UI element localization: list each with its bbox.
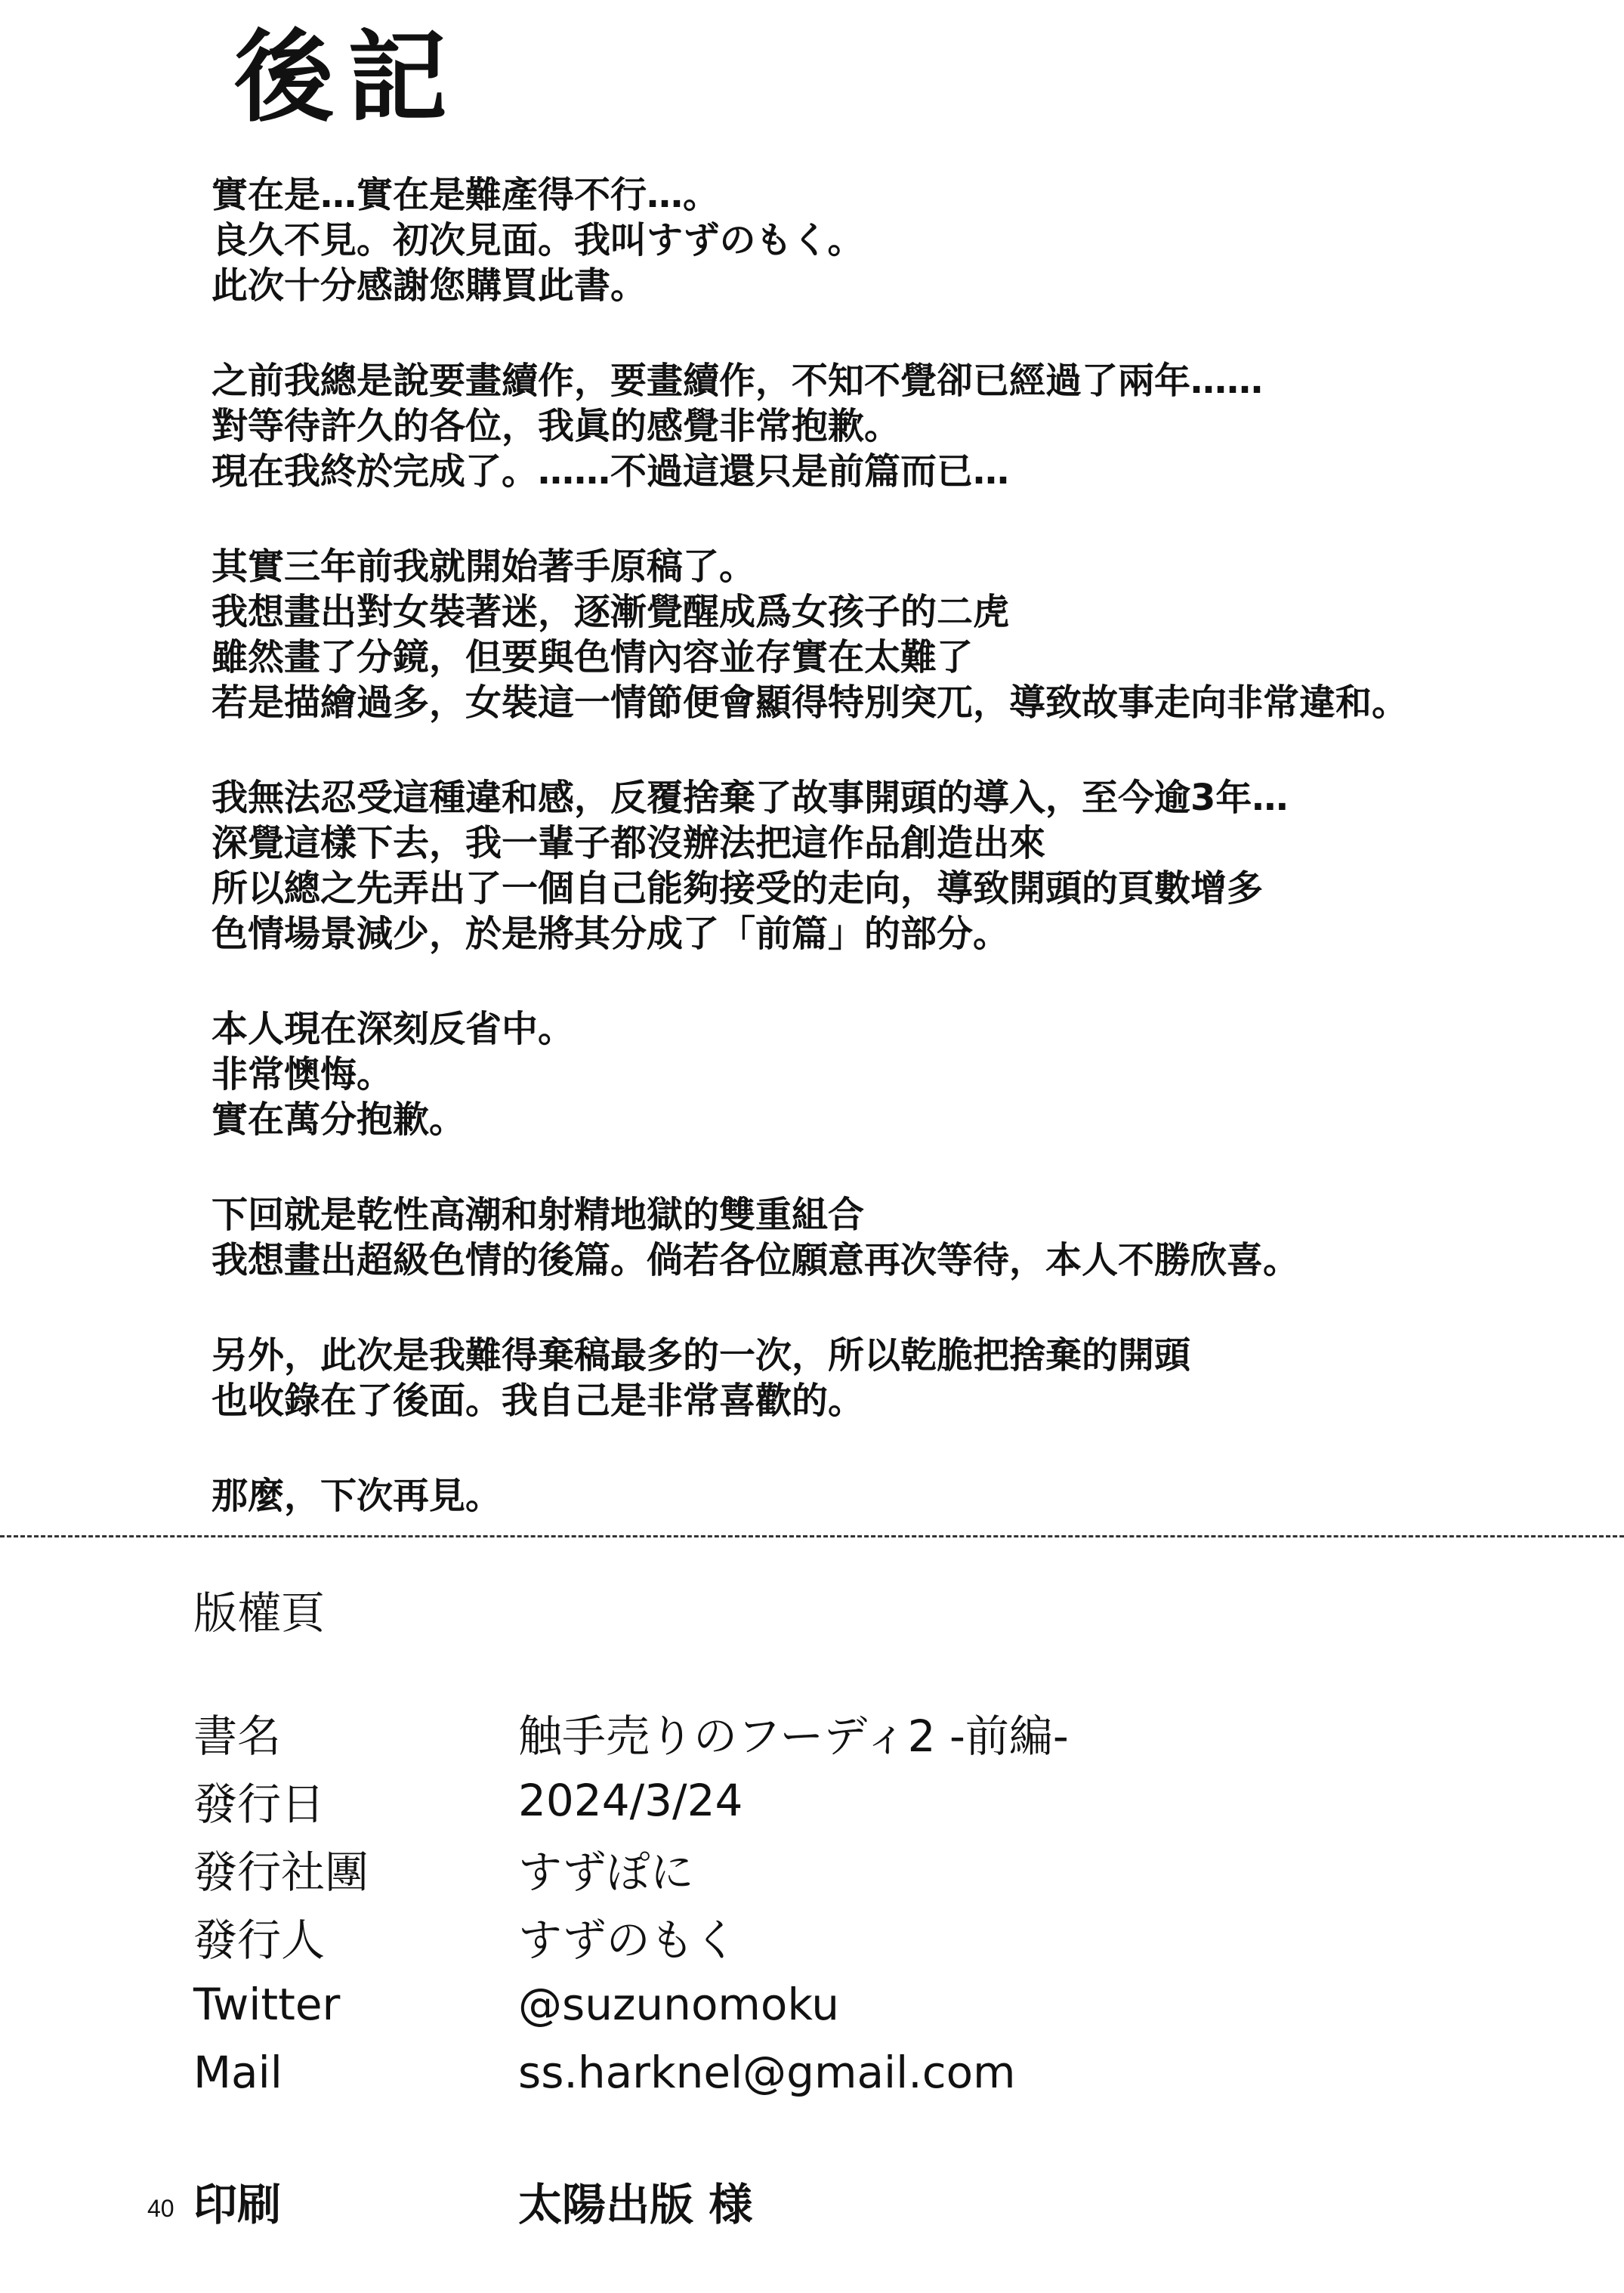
colophon-row-circle bbox=[193, 1834, 1477, 1902]
text-line: 那麼，下次再見。 bbox=[211, 1475, 502, 1517]
paragraph bbox=[211, 1333, 1601, 1423]
text-line: 實在萬分抱歉。 bbox=[211, 1099, 466, 1141]
text-line: 色情場景減少，於是將其分成了「前篇」的部分。 bbox=[211, 913, 1010, 955]
colophon-row-date bbox=[193, 1766, 1477, 1834]
paragraph bbox=[211, 172, 1601, 308]
afterword-text bbox=[211, 172, 1601, 1568]
text-line: 之前我總是說要畫續作，要畫續作，不知不覺卻已經過了兩年…… bbox=[211, 360, 1264, 402]
colophon-label: Twitter bbox=[193, 1979, 341, 2030]
circle-name: すずぽに bbox=[518, 1846, 694, 1898]
colophon-label: 發行人 bbox=[193, 1914, 326, 1966]
text-line: 若是描繪過多，女裝這一情節便會顯得特別突兀，導致故事走向非常違和。 bbox=[211, 681, 1409, 724]
colophon-table bbox=[193, 1698, 1477, 2235]
text-line: 現在我終於完成了。……不過這還只是前篇而已… bbox=[211, 450, 1010, 493]
page-number: 40 bbox=[147, 2195, 174, 2222]
paragraph bbox=[211, 1192, 1601, 1283]
text-line: 良久不見。初次見面。我叫すずのもく。 bbox=[211, 219, 864, 261]
publish-date: 2024/3/24 bbox=[518, 1775, 743, 1826]
text-line: 非常懊悔。 bbox=[211, 1053, 394, 1096]
colophon-label: 發行社團 bbox=[193, 1846, 369, 1898]
text-line: 深覺這樣下去，我一輩子都沒辦法把這作品創造出來 bbox=[211, 822, 1046, 864]
paragraph bbox=[211, 775, 1601, 956]
text-line: 我無法忍受這種違和感，反覆捨棄了故事開頭的導入，至今逾3年… bbox=[211, 777, 1289, 819]
paragraph bbox=[211, 544, 1601, 725]
text-line: 實在是…實在是難產得不行…。 bbox=[211, 174, 720, 216]
dashed-divider bbox=[0, 1535, 1624, 1537]
colophon-row-title bbox=[193, 1698, 1477, 1766]
colophon-label: 書名 bbox=[193, 1710, 282, 1762]
text-line: 此次十分感謝您購買此書。 bbox=[211, 264, 647, 307]
text-line: 其實三年前我就開始著手原稿了。 bbox=[211, 545, 756, 588]
text-line: 雖然畫了分鏡，但要與色情內容並存實在太難了 bbox=[211, 636, 974, 678]
colophon-row-twitter bbox=[193, 1970, 1477, 2038]
mail-address: ss.harknel@gmail.com bbox=[518, 2047, 1016, 2098]
colophon-label: 印刷 bbox=[193, 2179, 282, 2230]
text-line: 我想畫出對女裝著迷，逐漸覺醒成爲女孩子的二虎 bbox=[211, 591, 1010, 633]
text-line: 我想畫出超級色情的後篇。倘若各位願意再次等待，本人不勝欣喜。 bbox=[211, 1239, 1300, 1281]
paragraph bbox=[211, 1006, 1601, 1142]
text-line: 另外，此次是我難得棄稿最多的一次，所以乾脆把捨棄的開頭 bbox=[211, 1334, 1191, 1377]
colophon-label: 發行日 bbox=[193, 1778, 326, 1830]
publisher-name: すずのもく bbox=[518, 1914, 738, 1966]
text-line: 對等待許久的各位，我眞的感覺非常抱歉。 bbox=[211, 405, 901, 447]
text-line: 也收錄在了後面。我自己是非常喜歡的。 bbox=[211, 1380, 865, 1422]
printer-name: 太陽出版 様 bbox=[518, 2179, 753, 2230]
colophon-label: Mail bbox=[193, 2047, 283, 2098]
page-title: 後記 bbox=[234, 19, 461, 136]
paragraph bbox=[211, 358, 1601, 494]
colophon-row-print bbox=[193, 2167, 1477, 2235]
book-title: 触手売りのフーディ2 -前編- bbox=[518, 1710, 1069, 1762]
paragraph bbox=[211, 1473, 1601, 1519]
colophon-row-mail bbox=[193, 2038, 1477, 2106]
text-line: 下回就是乾性高潮和射精地獄的雙重組合 bbox=[211, 1194, 865, 1236]
colophon-row-publisher bbox=[193, 1902, 1477, 1970]
colophon-heading: 版權頁 bbox=[193, 1587, 326, 1639]
text-line: 所以總之先弄出了一個自己能夠接受的走向，導致開頭的頁數增多 bbox=[211, 867, 1264, 910]
twitter-handle: @suzunomoku bbox=[518, 1979, 839, 2030]
text-line: 本人現在深刻反省中。 bbox=[211, 1008, 575, 1050]
